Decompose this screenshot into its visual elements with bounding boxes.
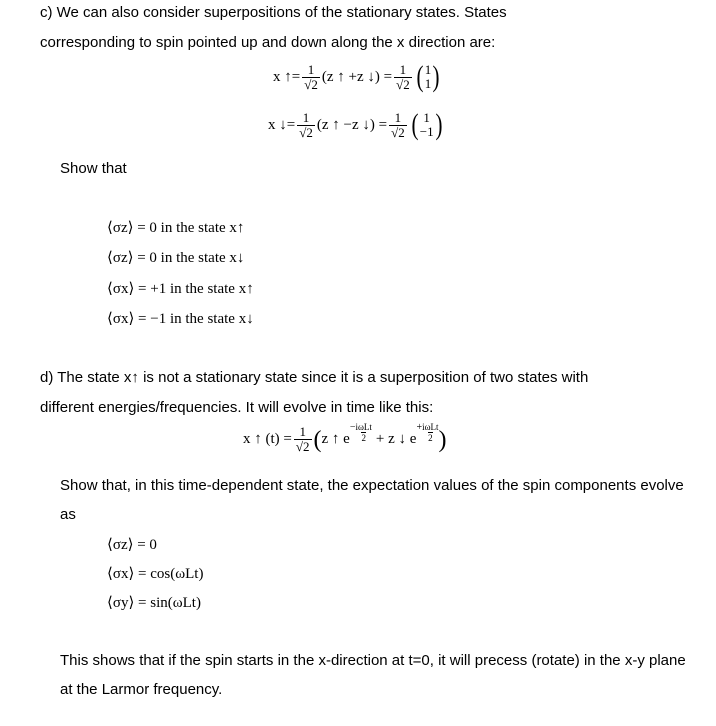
closing-line-1: This shows that if the spin starts in the x-direction at t=0, it will precess (rotate) in the x-y plane: [60, 652, 686, 669]
equation-lhs: x ↓=: [268, 116, 296, 133]
term-2: + z ↓ e: [375, 431, 417, 447]
column-vector: ( 1 −1 ): [411, 108, 443, 141]
show-that-label: Show that: [60, 160, 127, 177]
equation-middle: (z ↑ −z ↓) =: [316, 116, 388, 133]
result-sz: ⟨σz⟩ = 0: [107, 537, 157, 553]
closing-line-2: at the Larmor frequency.: [60, 681, 223, 698]
result-sz-up: ⟨σz⟩ = 0 in the state x↑: [107, 220, 245, 236]
equation-lhs: x ↑ (t) =: [243, 431, 292, 447]
equation-lhs: x ↑=: [273, 68, 301, 85]
part-d-line-1: d) The state x↑ is not a stationary state since it is a superposition of two states with: [40, 369, 589, 386]
part-c-line-2: corresponding to spin pointed up and down along the x direction are:: [40, 34, 496, 51]
result-sz-down: ⟨σz⟩ = 0 in the state x↓: [107, 250, 245, 266]
term-1: z ↑ e: [321, 431, 350, 447]
equation-middle: (z ↑ +z ↓) =: [321, 68, 393, 85]
result-sx-up: ⟨σx⟩ = +1 in the state x↑: [107, 281, 254, 297]
part-c-line-1: c) We can also consider superpositions of the stationary states. States: [40, 4, 507, 21]
show-line-2: as: [60, 506, 76, 523]
equation-x-up: [273, 62, 441, 92]
exponent-1: − iωLt 2: [349, 422, 372, 443]
equation-time-evolution: x ↑ (t) = $\frac{1}{√2}$ ( z ↑ e − iωLt 2 + z ↓ e + iωLt 2 ): [243, 422, 447, 454]
column-vector: ( 1 1 ): [416, 60, 440, 93]
show-line-1: Show that, in this time-dependent state, the expectation values of the spin components evolve: [60, 477, 684, 494]
fraction: $\frac{1}{√2}$: [299, 109, 313, 140]
result-sy: ⟨σy⟩ = sin(ωLt): [107, 595, 201, 611]
part-d-line-2: different energies/frequencies. It will evolve in time like this:: [40, 399, 434, 416]
result-sx-down: ⟨σx⟩ = −1 in the state x↓: [107, 311, 254, 327]
fraction: $\frac{1}{√2}$: [396, 61, 410, 92]
equation-x-down: [268, 110, 444, 140]
result-sx: ⟨σx⟩ = cos(ωLt): [107, 566, 204, 582]
exponent-2: + iωLt 2: [416, 422, 439, 443]
fraction: $\frac{1}{√2}$: [391, 109, 405, 140]
fraction: $\frac{1}{√2}$: [304, 61, 318, 92]
fraction: $\frac{1}{√2}$: [295, 424, 310, 454]
